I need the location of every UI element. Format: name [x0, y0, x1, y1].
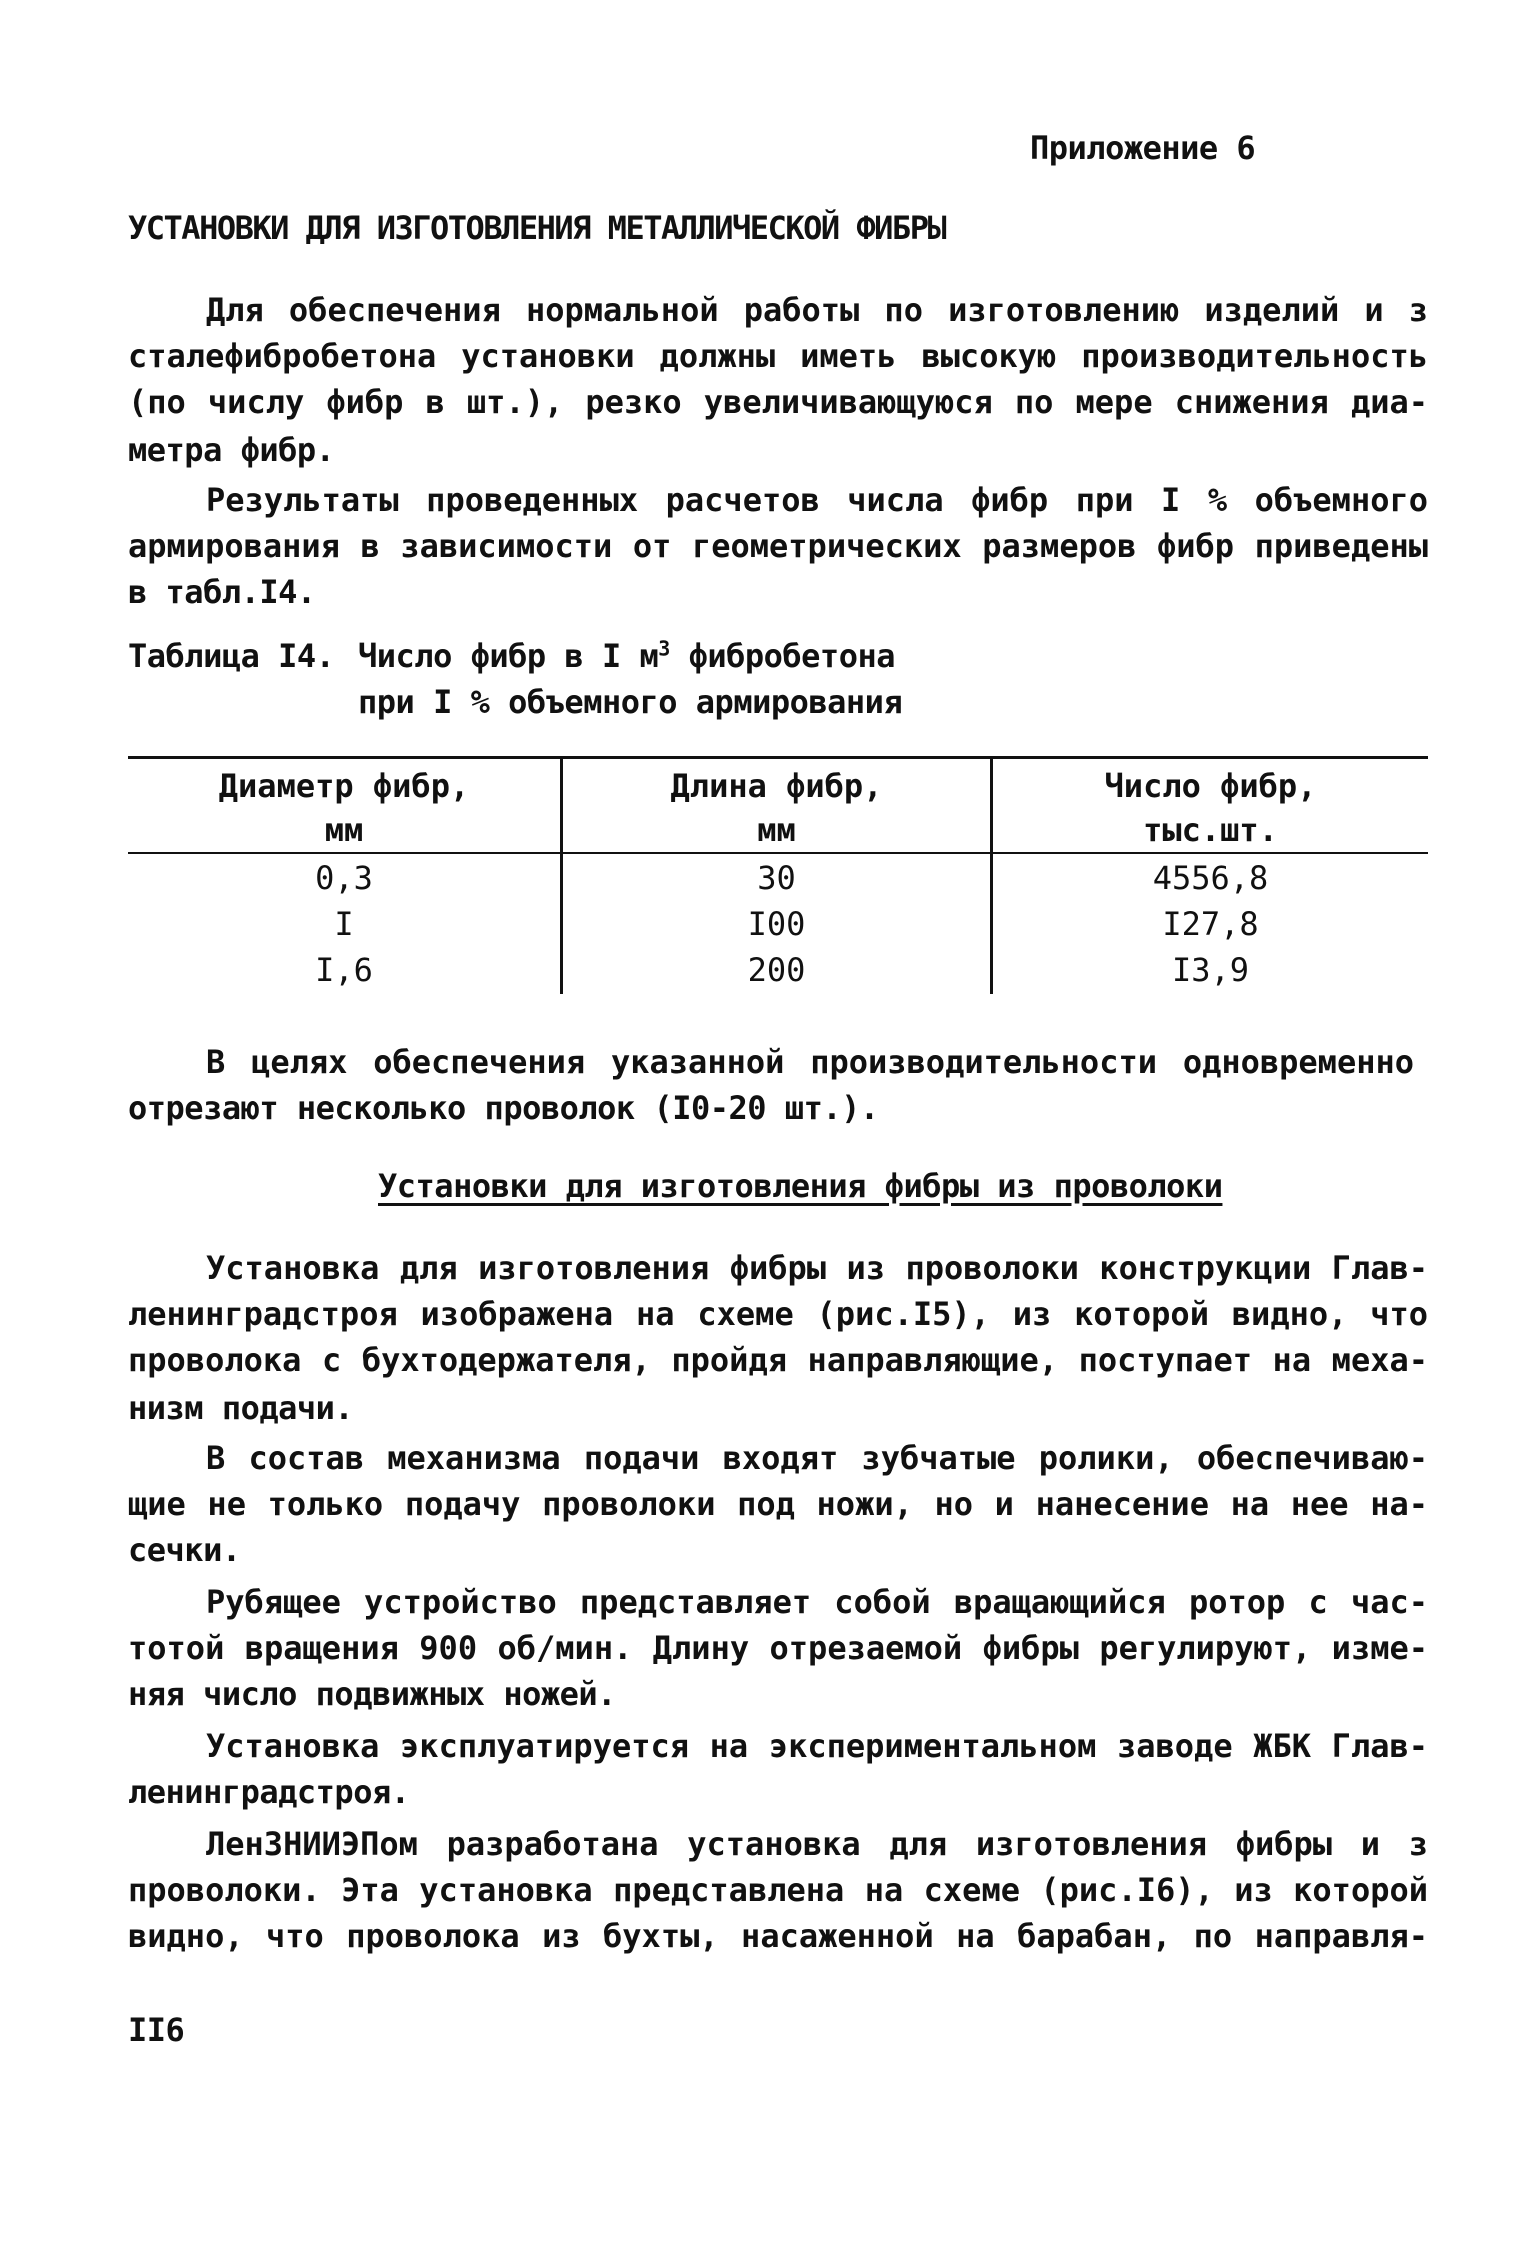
table-cell: I,6: [315, 951, 373, 989]
table-caption-line2: при I % объемного армирования: [358, 683, 903, 721]
paragraph-line: (по числу фибр в шт.), резко увеличивающуюся по мере снижения диа-: [128, 383, 1428, 421]
paragraph-line: армирования в зависимости от геометрических размеров фибр приведены: [128, 527, 1428, 565]
table-header-count: Число фибр,: [1104, 767, 1317, 805]
paragraph-line: Для обеспечения нормальной работы по изготовлению изделий и з: [206, 291, 1428, 329]
table-cell: 0,3: [315, 859, 373, 897]
paragraph-line: метра фибр.: [128, 431, 335, 469]
table-header-rule: [128, 852, 1428, 854]
table-header-count-unit: тыс.шт.: [1143, 811, 1278, 849]
table-cell: 200: [747, 951, 806, 989]
table-cell: 30: [757, 859, 796, 897]
section-heading: Установки для изготовления фибры из проволоки: [378, 1167, 1223, 1205]
page-title: УСТАНОВКИ ДЛЯ ИЗГОТОВЛЕНИЯ МЕТАЛЛИЧЕСКОЙ ФИБРЫ: [128, 209, 946, 247]
paragraph-line: низм подачи.: [128, 1389, 354, 1427]
table-header-diameter-unit: мм: [324, 811, 364, 849]
table-top-rule: [128, 756, 1428, 759]
table-caption-line1: [358, 634, 895, 678]
paragraph-line: Установка эксплуатируется на экспериментальном заводе ЖБК Глав-: [206, 1727, 1428, 1765]
table-caption-text: Число фибр в I м: [358, 637, 659, 675]
paragraph-line: тотой вращения 900 об/мин. Длину отрезаемой фибры регулируют, изме-: [128, 1629, 1428, 1667]
paragraph-line: видно, что проволока из бухты, насаженной на барабан, по направля-: [128, 1917, 1428, 1955]
page-number: II6: [128, 2011, 185, 2049]
paragraph-line: щие не только подачу проволоки под ножи, но и нанесение на нее на-: [128, 1485, 1428, 1523]
paragraph-line: Установка для изготовления фибры из проволоки конструкции Глав-: [206, 1249, 1428, 1287]
table-caption-text-2: фибробетона: [669, 637, 895, 675]
paragraph-line: ленинградстроя.: [128, 1773, 410, 1811]
table-header-diameter: Диаметр фибр,: [218, 767, 470, 805]
paragraph-line: сечки.: [128, 1531, 241, 1569]
table-cell: 4556,8: [1152, 859, 1269, 897]
data-table: [128, 756, 1428, 1002]
table-cell: I00: [747, 905, 806, 943]
paragraph-line: в табл.I4.: [128, 573, 316, 611]
paragraph-line: Рубящее устройство представляет собой вращающийся ротор с час-: [206, 1583, 1428, 1621]
table-caption-prefix: Таблица I4.: [128, 637, 335, 675]
paragraph-line: В состав механизма подачи входят зубчатые ролики, обеспечиваю-: [206, 1439, 1428, 1477]
table-cell: I27,8: [1162, 905, 1259, 943]
paragraph-line: проволоки. Эта установка представлена на схеме (рис.I6), из которой: [128, 1871, 1428, 1909]
table-caption-superscript: 3: [658, 636, 670, 661]
paragraph-line: ленинградстроя изображена на схеме (рис.I5), из которой видно, что: [128, 1295, 1428, 1333]
paragraph-line: Результаты проведенных расчетов числа фибр при I % объемного: [206, 481, 1428, 519]
table-header-length: Длина фибр,: [670, 767, 883, 805]
appendix-label: Приложение 6: [1030, 129, 1256, 167]
paragraph-line: В целях обеспечения указанной производительности одновременно: [206, 1043, 1414, 1081]
table-cell: I: [334, 905, 354, 943]
paragraph-line: проволока с бухтодержателя, пройдя направляющие, поступает на меха-: [128, 1341, 1428, 1379]
table-cell: I3,9: [1171, 951, 1250, 989]
table-header-length-unit: мм: [757, 811, 796, 849]
paragraph-line: ЛенЗНИИЭПом разработана установка для изготовления фибры и з: [206, 1825, 1428, 1863]
paragraph-line: няя число подвижных ножей.: [128, 1675, 616, 1713]
paragraph-line: сталефибробетона установки должны иметь высокую производительность: [128, 337, 1428, 375]
paragraph-line: отрезают несколько проволок (I0-20 шт.).: [128, 1089, 879, 1127]
